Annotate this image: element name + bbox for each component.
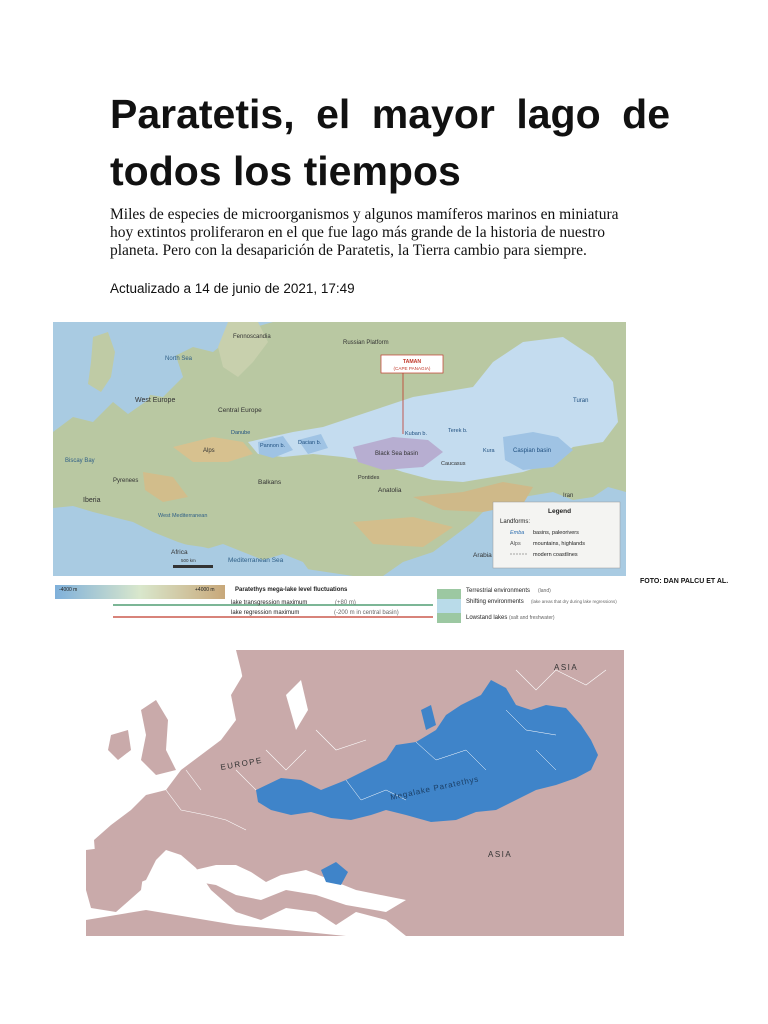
alps-label: Alps	[203, 448, 215, 454]
legend-title: Legend	[548, 508, 572, 515]
lowstand-label: Lowstand lakes	[466, 615, 508, 621]
anatolia-label: Anatolia	[378, 487, 402, 494]
taman-label: TAMAN	[402, 359, 422, 365]
transgression-label: lake transgression maximum	[231, 600, 308, 606]
terrestrial-label: Terrestrial environments	[466, 588, 531, 594]
pontides-label: Pontides	[358, 475, 380, 481]
transgression-value: (+80 m)	[335, 600, 356, 606]
africa-label: Africa	[171, 549, 188, 556]
legend-emba: Emba	[510, 530, 525, 536]
central-europe-label: Central Europe	[218, 407, 262, 414]
arabia-label: Arabia	[473, 552, 492, 559]
legend-basins: basins, paleorivers	[533, 530, 579, 536]
fluctuation-title: Paratethys mega-lake level fluctuations	[235, 587, 348, 593]
megalake-paratethys-map	[86, 650, 624, 936]
legend-mountains: mountains, highlands	[533, 541, 585, 547]
paratethys-topographic-map	[53, 322, 626, 576]
fennoscandia-label: Fennoscandia	[233, 334, 271, 340]
legend-alps: Alps	[510, 541, 521, 547]
danube-label: Danube	[231, 430, 251, 436]
north-sea-label: North Sea	[165, 356, 193, 362]
topographic-map-image	[53, 322, 626, 576]
caucasus-label: Caucasus	[441, 461, 466, 467]
pannon-basin-label: Pannon b.	[260, 443, 286, 449]
updated-timestamp: Actualizado a 14 de junio de 2021, 17:49	[110, 281, 355, 296]
megalake-map-image	[86, 650, 624, 936]
turan-label: Turan	[573, 398, 589, 404]
terrestrial-note: (land)	[538, 588, 551, 594]
balkans-label: Balkans	[258, 479, 282, 486]
cape-panagia-label: (CAPE PANAGIA)	[393, 366, 431, 371]
scale-bar-label: 500 km	[181, 558, 196, 563]
article-title: Paratetis, el mayor lago de todos los tiempos	[110, 91, 670, 194]
shifting-label: Shifting environments	[466, 599, 524, 605]
terek-basin-label: Terek b.	[448, 428, 468, 434]
depth-min-label: -4000 m	[59, 587, 78, 593]
black-sea-basin-label: Black Sea basin	[375, 451, 419, 457]
map-legend	[493, 502, 620, 568]
legend-coastlines: modern coastlines	[533, 552, 578, 558]
lake-level-legend-strip	[53, 577, 626, 625]
mediterranean-sea-label: Mediterranean Sea	[228, 557, 284, 564]
legend-landforms: Landforms:	[500, 519, 531, 525]
kura-label: Kura	[483, 448, 495, 454]
lake-level-legend-graphic	[53, 577, 626, 625]
iberia-label: Iberia	[83, 497, 101, 504]
dacian-basin-label: Dacian b.	[298, 440, 322, 446]
iran-label: Iran	[563, 493, 574, 499]
asia-top-label: ASIA	[554, 663, 579, 672]
kuban-basin-label: Kuban b.	[405, 431, 428, 437]
lowstand-note: (salt and freshwater)	[509, 615, 555, 621]
article-lead: Miles de especies de microorganismos y algunos mamíferos marinos en miniatura hoy extintos proliferaron en el que fue lago más grande de la historia de nuestro planeta. Pero con la desaparición de Paratetis, la Tierra cambio para siempre.	[110, 206, 619, 259]
biscay-bay-label: Biscay Bay	[65, 458, 95, 464]
asia-bottom-label: ASIA	[488, 850, 513, 859]
regression-value: (-200 m in central basin)	[334, 610, 399, 616]
shifting-note: (lake areas that dry during lake regressions)	[531, 599, 617, 604]
europe-label: EUROPE	[219, 755, 264, 772]
regression-label: lake regression maximum	[231, 610, 300, 616]
caspian-basin-label: Caspian basin	[513, 448, 552, 454]
megalake-label: Megalake Paratethys	[389, 774, 480, 802]
west-europe-label: West Europe	[135, 397, 176, 404]
photo-credit: FOTO: DAN PALCU ET AL.	[640, 578, 729, 585]
russian-platform-label: Russian Platform	[343, 340, 389, 346]
pyrenees-label: Pyrenees	[113, 478, 139, 484]
west-med-label: West Mediterranean	[158, 513, 208, 519]
depth-max-label: +4000 m	[195, 587, 215, 593]
